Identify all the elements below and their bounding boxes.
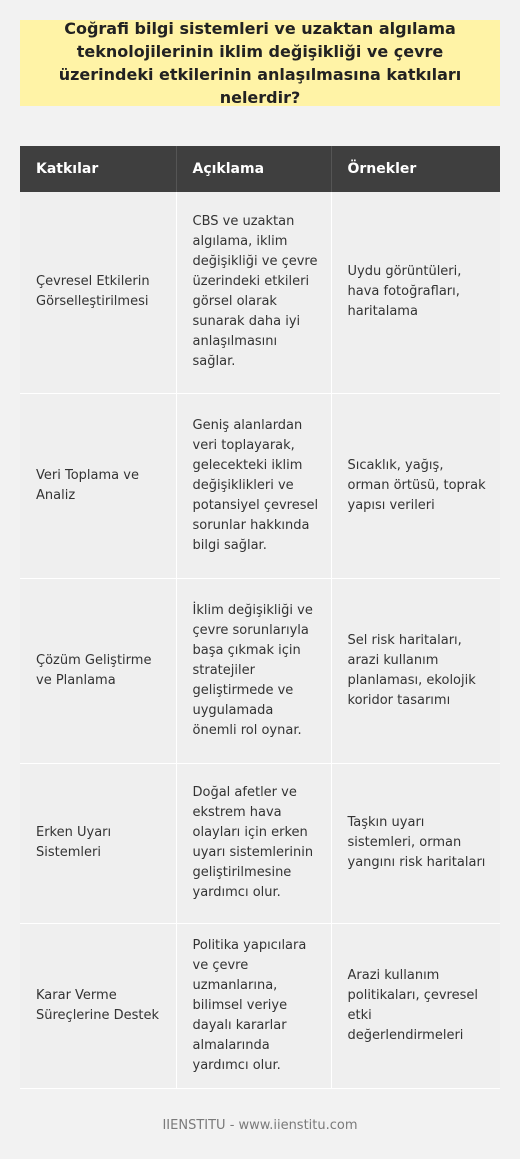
column-header-katkilar: Katkılar: [20, 146, 176, 192]
contributions-table: [20, 146, 500, 1089]
cell-katki: Karar Verme Süreçlerine Destek: [20, 923, 176, 1088]
page-title: Coğrafi bilgi sistemleri ve uzaktan algılama teknolojilerinin iklim değişikliği ve çevre üzerindeki etkilerinin anlaşılmasına katkıları nelerdir?: [58, 19, 462, 107]
cell-aciklama: Politika yapıcılara ve çevre uzmanlarına, bilimsel veriye dayalı kararlar almalarında yardımcı olur.: [176, 923, 331, 1088]
cell-aciklama: Geniş alanlardan veri toplayarak, gelecekteki iklim değişiklikleri ve potansiyel çevresel sorunlar hakkında bilgi sağlar.: [176, 393, 331, 578]
table-row: [20, 578, 500, 763]
cell-ornekler: Sıcaklık, yağış, orman örtüsü, toprak yapısı verileri: [331, 393, 500, 578]
column-header-aciklama: Açıklama: [176, 146, 331, 192]
table-row: [20, 763, 500, 923]
cell-ornekler: Arazi kullanım politikaları, çevresel etki değerlendirmeleri: [331, 923, 500, 1088]
cell-katki: Çevresel Etkilerin Görselleştirilmesi: [20, 192, 176, 393]
cell-ornekler: Taşkın uyarı sistemleri, orman yangını risk haritaları: [331, 763, 500, 923]
title-banner: [20, 20, 500, 106]
cell-katki: Veri Toplama ve Analiz: [20, 393, 176, 578]
cell-katki: Çözüm Geliştirme ve Planlama: [20, 578, 176, 763]
table-row: [20, 923, 500, 1088]
cell-aciklama: Doğal afetler ve ekstrem hava olayları için erken uyarı sistemlerinin geliştirilmesine yardımcı olur.: [176, 763, 331, 923]
footer-credit: IIENSTITU - www.iienstitu.com: [162, 1118, 358, 1133]
table-row: [20, 393, 500, 578]
cell-aciklama: CBS ve uzaktan algılama, iklim değişikliği ve çevre üzerindeki etkileri görsel olarak sunarak daha iyi anlaşılmasını sağlar.: [176, 192, 331, 393]
cell-aciklama: İklim değişikliği ve çevre sorunlarıyla başa çıkmak için stratejiler geliştirmede ve uygulamada önemli rol oynar.: [176, 578, 331, 763]
table-header-row: [20, 146, 500, 192]
cell-ornekler: Sel risk haritaları, arazi kullanım planlaması, ekolojik koridor tasarımı: [331, 578, 500, 763]
table-row: [20, 192, 500, 393]
column-header-ornekler: Örnekler: [331, 146, 500, 192]
cell-katki: Erken Uyarı Sistemleri: [20, 763, 176, 923]
cell-ornekler: Uydu görüntüleri, hava fotoğrafları, haritalama: [331, 192, 500, 393]
